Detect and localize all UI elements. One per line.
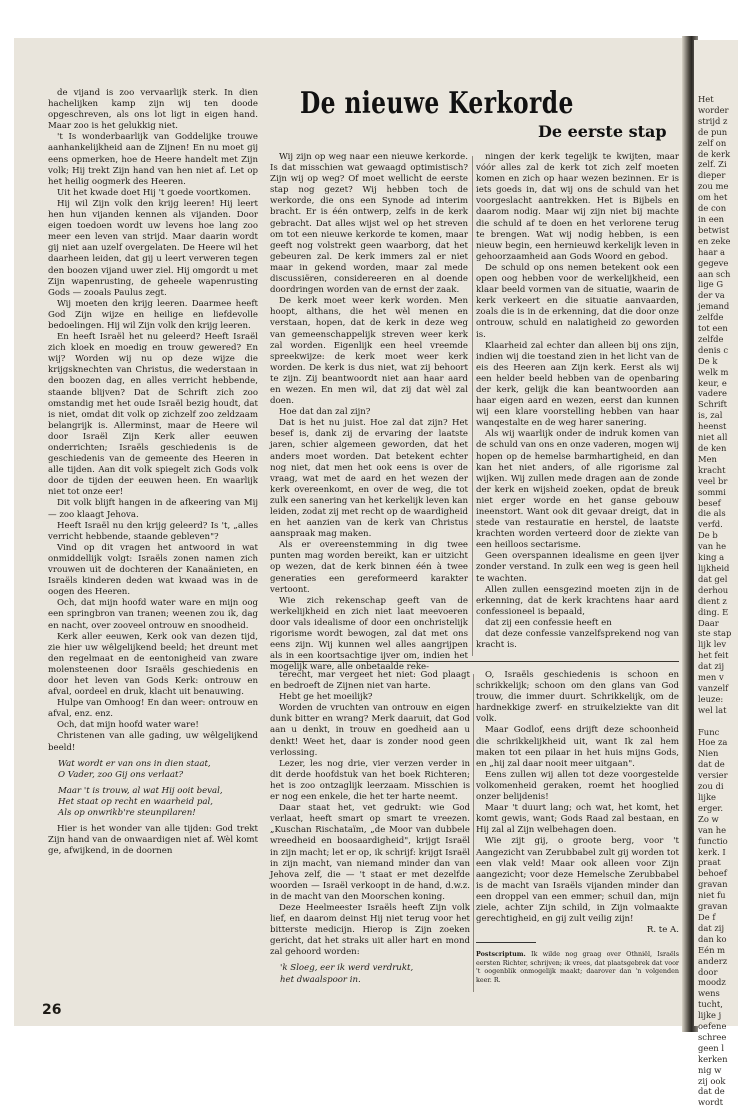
paragraph: Kerk aller eeuwen, Kerk ook van dezen tijd, zie hier uw wêlgelijkend beeld; het dreunt met den regelmaat en de eentonigheid van zware molensteenen door Israëls geschiedenis en door het leven van Gods Kerk: ontrouw en afval, oordeel en druk, klacht uit benauwing. <box>48 631 258 698</box>
paragraph: Maar Godlof, eens drijft deze schoonheid die schrikkelijkheid uit, want Ik zal hem maken tot een pilaar in het huis mijns Gods, en „hij zal daar nooit meer uitgaan". <box>476 725 679 769</box>
postscript <box>476 950 679 998</box>
paragraph: dat deze confessie vanzelfsprekend nog van kracht is. <box>476 629 679 651</box>
paragraph: dat zij een confessie heeft en <box>485 617 612 628</box>
paragraph: Heeft Israël nu den krijg geleerd? Is 't, „alles verricht hebbende, staande gebleven"? <box>48 520 258 542</box>
postscript-text: Ik wilde nog graag over Othniël, Israëls eersten Richter, schrijven; ik vrees, dat plaatsgebrek dat voor 't oogenblik onmogelijk maakt; daarover dan 'n volgenden keer. <box>476 950 679 984</box>
paragraph: Maar 't duurt lang; och wat, het komt, het komt gewis, want; Gods Raad zal bestaan, en Hij zal al Zijn welbehagen doen. <box>476 803 679 836</box>
article-subtitle: De eerste stap <box>538 122 667 141</box>
paragraph: De kerk moet weer kerk worden. Men hoopt, althans, die het wèl menen en verstaan, hopen, dat de kerk in deze weg van gemeenschappelijk streven weer kerk zal worden. Eigenlijk een heel vreemde spreekwijze: de kerk moet weer kerk worden. De kerk is dus niet, wat zij behoort te zijn. Zij beantwoordt niet aan haar aard en wezen. En men wil, dat zij dat wèl zal doen. <box>270 296 468 407</box>
verse-line: O Vader, zoo Gij ons verlaat? <box>58 769 184 780</box>
paragraph: Och, dat mijn hoofd water ware! <box>57 720 199 731</box>
paragraph: Daar staat het, vet gedrukt: wie God verlaat, heeft smart op smart te vreezen. „Kuschan Rischataïm, „de Moor van dubbele wreedheid en boosaardigheid", krijgt Israël in zijn macht; let er op, ik schrijf: krijgt Israël in zijn macht, van niemand minder dan van Jehova zelf, die — 't staat er met dezelfde woorden — Israël verkoopt in de hand, d.w.z. in de macht van den Moorschen koning. <box>270 803 470 902</box>
next-page-edge <box>694 40 738 1108</box>
paragraph: Geen overspannen idealisme en geen ijver zonder verstand. In zulk een weg is geen heil te wachten. <box>476 551 679 584</box>
column-meditation-2 <box>270 670 470 992</box>
article-title: De nieuwe Kerkorde <box>300 86 574 121</box>
author-signature: R. te A. <box>646 925 679 936</box>
page-number: 26 <box>42 1002 62 1018</box>
column-divider <box>473 674 474 992</box>
next-page-fragments: Het worder strijd z de pun zelf on de kerk zelf. Zi dieper zou me om het de con in een betwist en zeke haar a gegeve aan sch lige G der va jemand zelfde tot een zelfde denis c De k welk m keur, e vadere Schrift is, zal heenst niet all de ken Men kracht veel br sommi besef die als verfd. De b van he king a lijkheid dat gel derhou dient z ding. E Daar ste stap lijk lev het feit dat zij men v vanzelf leuze: wel lat Func Hoe za Nien dat de versier zou di lijke erger. Zo w van he functio kerk. I praat behoef gravan niet fu gravan De f dat zij dan ko Eén m anderz door moodz wens tucht, lijke j oefene schree geen l kerken nig w zij ook dat de wordt <box>698 94 732 1108</box>
paragraph: O, Israëls geschiedenis is schoon en schrikkelijk; schoon om den glans van God trouw, die immer duurt. Schrikkelijk, om de hardnekkige zwerf- en struikelziekte van dit volk. <box>476 670 679 725</box>
paragraph: Dat is het nu juist. Hoe zal dat zijn? Het besef is, dank zij de ervaring der laatste jaren, schier algemeen geworden, dat het anders moet worden. Dat betekent echter nog niet, dat men het ook eens is over de vraag, wat met de aard en het wezen der kerk overeenkomt, en over de weg, die tot zulk een sanering van het kerkelijk leven kan leiden, zodat zij met recht op de waardigheid en het aanzien van de kerk van Christus aanspraak mag maken. <box>270 418 468 540</box>
paragraph: Och, dat mijn hoofd water ware en mijn oog een springbron van tranen; weenen zou ik, dag en nacht, over zooveel ontrouw en snoodheid. <box>48 598 258 631</box>
verse-line: 'k Sloeg, eer ik werd verdrukt, <box>280 963 414 974</box>
paragraph: Eens zullen wij allen tot deze voorgestelde volkomenheid geraken, roemt het hooglied onzer belijdenis! <box>476 769 679 803</box>
paragraph: Hij wil Zijn volk den krijg leeren! Hij leert hen hun vijanden kennen als vijanden. Door eigen toedoen wordt uw levens hoe lang zoo meer een leven van strijd. Maar daarin wordt gij niet aan uzelf overgelaten. De Heere wil het daarheen leiden, dat gij u leert verweren tegen den boozen vijand uwer ziel. Hij omgordt u met Zijn wapenrusting, de geheele wapenrusting Gods — zooals Paulus zegt. <box>48 198 258 298</box>
paragraph: Allen zullen eensgezind moeten zijn in de erkenning, dat de kerk krachtens haar aard confessioneel is bepaald, <box>476 584 679 617</box>
paragraph: Als wij waarlijk onder de indruk komen van de schuld van ons en onze vaderen, mogen wij hopen op de hemelse barmhartigheid, en dan kan het niet anders, of alle rigorisme zal wijken. Wij zullen mede dragen aan de zonde der kerk en wijsheid zoeken, opdat de breuk niet erger worde en het ganse gebouw ineenstort. Want ook dit gevaar dreigt, dat in stede van restauratie en herstel, de laatste krachten worden verteerd door de ziekte van een heilloos sectarisme. <box>476 429 679 551</box>
verse-line: Het staat op recht en waarheid pal, <box>58 796 213 807</box>
section-divider <box>270 661 679 662</box>
paragraph: terecht, mar vergeet het niet: God plaagt en bedroeft de Zijnen niet van harte. <box>270 670 470 692</box>
paragraph: Hoe dat dan zal zijn? <box>279 407 371 418</box>
column-kerkorde-2 <box>476 152 679 651</box>
postscript-signature: R. <box>493 975 501 984</box>
paragraph: Lezer, les nog drie, vier verzen verder in dit derde hoofdstuk van het boek Richteren; het is zoo ontzaglijk leerzaam. Misschien is er nog een enkele, die het ter harte neemt. <box>270 758 470 803</box>
paragraph: Hulpe van Omhoog! En dan weer: ontrouw en afval, enz. enz. <box>48 698 258 720</box>
column-meditation <box>48 88 258 992</box>
paragraph: 't Is wonderbaarlijk van Goddelijke trouwe aanhankelijkheid aan de Zijnen! En nu moet gij eens opmerken, hoe de Heere handelt met Zijn volk; Hij trekt Zijn hand van hen niet af. Let op het heilig oogmerk des Heeren. <box>48 132 258 187</box>
paragraph: Worden de vruchten van ontrouw en eigen dunk bitter en wrang? Merk daaruit, dat God aan u denkt, in trouw en goedheid aan u denkt! Weet het, daar is zonder nood geen verlossing. <box>270 703 470 758</box>
column-kerkorde-1 <box>270 152 468 673</box>
verse-line: Maar 't is trouw, al wat Hij ooit beval, <box>58 785 223 796</box>
paragraph: Dit volk blijft hangen in de afkeering van Mij — zoo klaagt Jehova. <box>48 498 258 520</box>
postscript-label: Postscriptum. <box>476 950 526 958</box>
paragraph: Als er overeenstemming in dig twee punten mag worden bereikt, kan er uitzicht op wezen, dat de kerk binnen één à twee generaties een gereformeerd karakter vertoont. <box>270 540 468 595</box>
paragraph: de vijand is zoo vervaarlijk sterk. In dien hachelijken kamp zijn wij ten doode opgeschreven, als ons lot ligt in eigen hand. Maar zoo is het gelukkig niet. <box>48 88 258 132</box>
paragraph: Christenen van alle gading, uw wêlgelijkend beeld! <box>48 731 258 753</box>
paragraph: Wie zijt gij, o groote berg, voor 't Aangezicht van Zerubbabel zult gij worden tot een vlak veld! Maar ook alleen voor Zijn aangezicht; voor deze Hemelsche Zerubbabel is de macht van Israëls vijanden minder dan een droppel van een emmer; schuil dan, mijn ziele, achter Zijn schild, in Zijn volmaakte gerechtigheid, en gij zult veilig zijn! <box>476 836 679 925</box>
paragraph: Wij zijn op weg naar een nieuwe kerkorde. Is dat misschien wat gewaagd optimistisch? Zijn wij op weg? Of moet wellicht de eerste stap nog gezet? Wij hebben toch de werkorde, die ons een Synode ad interim bracht. Er is één ontwerp, zelfs in de kerk gebracht. Dat alles wijst wel op het streven om tot een nieuwe kerkorde te komen, maar geeft nog volstrekt geen waarborg, dat het gebeuren zal. De kerk immers zal er niet maar in gekend worden, maar zal mede discussiëren, considereeren en al doende doordringen worden van de ernst der zaak. <box>270 152 468 296</box>
paragraph: Hebt ge het moeilijk? <box>279 692 373 703</box>
paragraph: Vind op dit vragen het antwoord in wat onmiddellijk volgt: Israëls zonen namen zich vrouwen uit de dochteren der Kanaänieten, en Israëls kinderen deden wat kwaad was in de oogen des Heeren. <box>48 542 258 598</box>
paragraph: Hier is het wonder van alle tijden: God trekt Zijn hand van de onwaardigen niet af. Wèl komt ge, afwijkend, in de doornen <box>48 824 258 857</box>
column-divider <box>472 156 473 656</box>
paragraph: Deze Heelmeester Israëls heeft Zijn volk lief, en daarom deinst Hij niet terug voor het bitterste medicijn. Hierop is Zijn zoeken gericht, dat het straks uit aller hart en mond zal gehoord worden: <box>270 902 470 958</box>
verse-line: Als op onwrikb're steunpilaren! <box>58 808 196 818</box>
column-meditation-3 <box>476 670 679 936</box>
paragraph: ningen der kerk tegelijk te kwijten, maar vóór alles zal de kerk tot zich zelf moeten komen en zich op haar wezen bezinnen. Er is iets goeds in, dat wij ons de schuld van het voorgeslacht aantrekken. Het is Bijbels en daarom nodig. Maar wij zijn niet bij machte die schuld af te doen en het verlorene terug te brengen. Wat wij nodig hebben, is een nieuw begin, een hernieuwd kerkelijk leven in gehoorzaamheid aan Gods Woord en gebod. <box>476 152 679 262</box>
paragraph: Wij moeten den krijg leeren. Daarmee heeft God Zijn wijze en heilige en liefdevolle bedoelingen. Hij wil Zijn volk den krijg leeren. <box>48 298 258 331</box>
verse-line: het dwaalspoor in. <box>280 974 361 985</box>
paragraph: Wie zich rekenschap geeft van de werkelijkheid en zich niet laat meevoeren door vals idealisme of door een onchristelijk rigorisme wordt bewogen, zal dat met ons eens zijn. Wij kunnen wel alles aangrijpen als in een koortsachtige ijver om, indien het mogelijk ware, alle onbetaalde reke- <box>270 595 468 673</box>
paragraph: Uit het kwade doet Hij 't goede voortkomen. <box>57 187 251 198</box>
paragraph: De schuld op ons nemen betekent ook een open oog hebben voor de werkelijkheid, een klaar beeld vormen van de situatie, waarin de kerk verkeert en die situatie aanvaarden, zoals die is in de erkenning, dat die door onze ontrouw, schuld en nalatigheid zo geworden is. <box>476 262 679 340</box>
verse-line: Wat wordt er van ons in dien staat, <box>58 758 211 769</box>
postscript-divider <box>476 942 536 943</box>
paragraph: En heeft Israël het nu geleerd? Heeft Israël zich kloek en moedig en trouw gewered? En wij? Worden wij nu op deze wijze die krijgsknechten van Christus, die wederstaan in den boozen dag, en alles verricht hebbende, staande blijven? Dat de Schrift zich zoo omstandig met het oude Israël bezig houdt, dat is niet, omdat dit volk op zichzelf zoo zeldzaam belangrijk is. Allerminst, maar de Heere wil door Israël Zijn Kerk aller eeuwen onderrichten; Israëls geschiedenis is de geschiedenis van de gemeente des Heeren in alle tijden. Aan dit volk spiegelt zich Gods volk door de tijden der eeuwen heen. En waarlijk niet tot onze eer! <box>48 332 258 498</box>
paragraph: Klaarheid zal echter dan alleen bij ons zijn, indien wij die toestand zien in het licht van de eis des Heeren aan Zijn kerk. Eerst als wij een helder beeld hebben van de openbaring der kerk, gelijk die kan beantwoorden aan haar eigen aard en wezen, eerst dan kunnen wij een klare voorstelling hebben van haar wanqestalte en de weg harer sanering. <box>476 340 679 429</box>
